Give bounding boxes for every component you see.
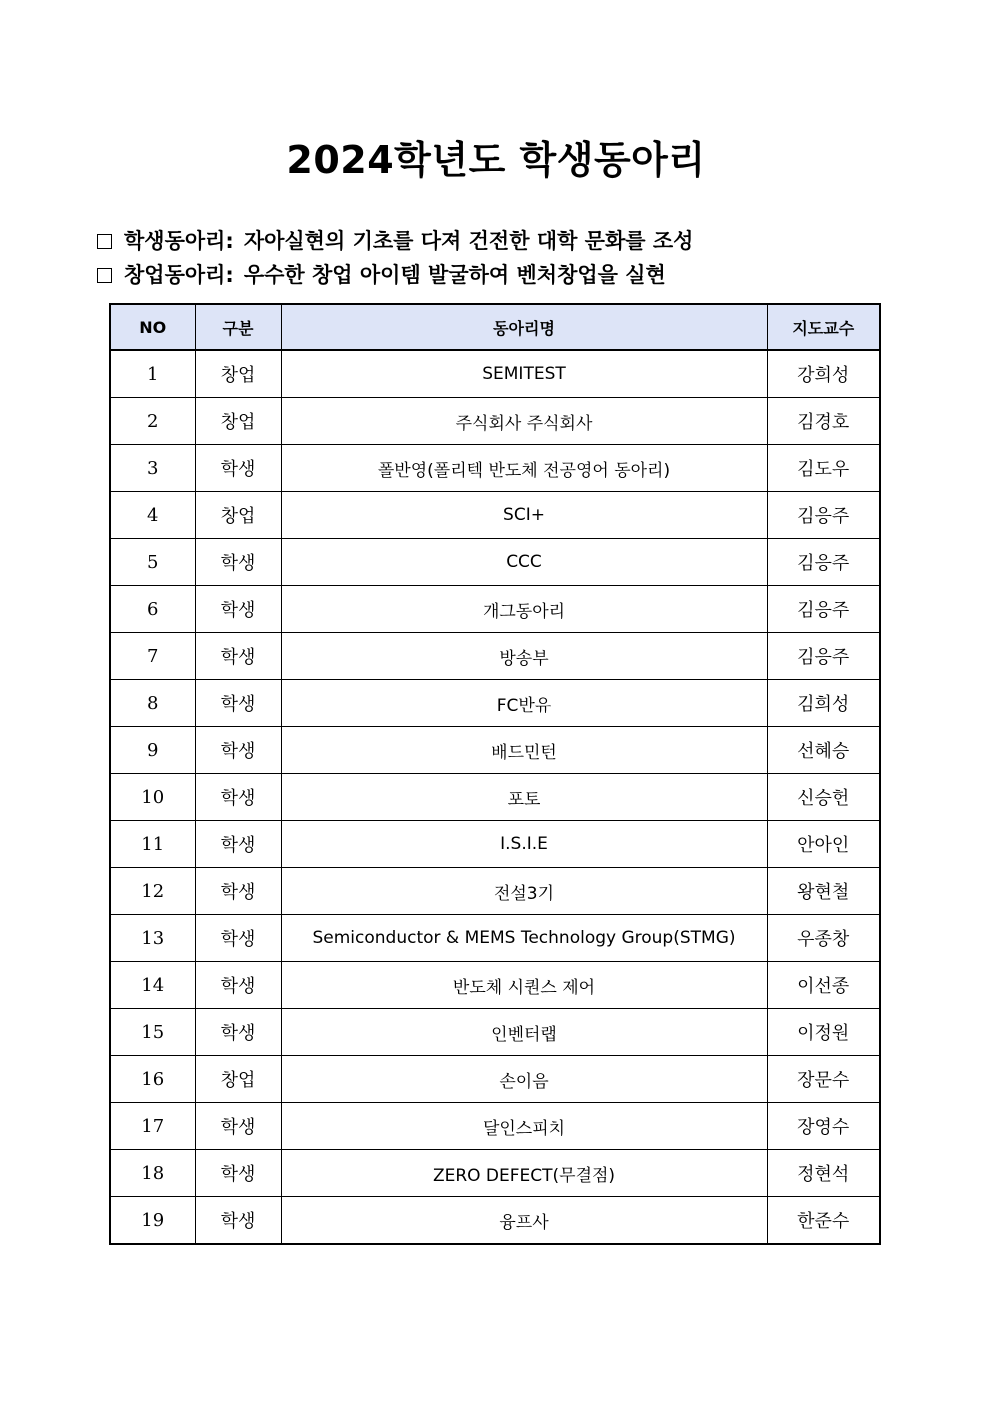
cell-advisor: 김도우 [767,445,880,492]
cell-no: 11 [110,821,195,868]
cell-club-name: 반도체 시퀀스 제어 [281,962,767,1009]
cell-category: 학생 [195,1197,281,1245]
cell-advisor: 김경호 [767,398,880,445]
cell-advisor: 장영수 [767,1103,880,1150]
table-row [110,398,880,445]
cell-no: 2 [110,398,195,445]
cell-club-name: 폴반영(폴리텍 반도체 전공영어 동아리) [281,445,767,492]
cell-advisor: 강희성 [767,350,880,398]
cell-club-name: SCI+ [281,492,767,539]
table-row [110,445,880,492]
cell-club-name: 주식회사 주식회사 [281,398,767,445]
cell-category: 학생 [195,1009,281,1056]
cell-advisor: 이정원 [767,1009,880,1056]
table-row [110,1150,880,1197]
table-row [110,727,880,774]
cell-advisor: 우종창 [767,915,880,962]
cell-club-name: 손이음 [281,1056,767,1103]
cell-club-name: CCC [281,539,767,586]
header-category: 구분 [195,304,281,350]
note-label: 학생동아리: [124,229,234,253]
table-row [110,821,880,868]
header-club-name: 동아리명 [281,304,767,350]
cell-no: 17 [110,1103,195,1150]
header-advisor: 지도교수 [767,304,880,350]
page-title: 2024학년도 학생동아리 [286,138,706,182]
cell-club-name: SEMITEST [281,350,767,398]
cell-no: 13 [110,915,195,962]
cell-no: 4 [110,492,195,539]
cell-advisor: 선혜승 [767,727,880,774]
cell-advisor: 정현석 [767,1150,880,1197]
cell-club-name: 배드민턴 [281,727,767,774]
cell-category: 학생 [195,915,281,962]
cell-no: 16 [110,1056,195,1103]
cell-advisor: 김응주 [767,633,880,680]
checkbox-icon [97,268,112,283]
table-row [110,633,880,680]
checkbox-icon [97,234,112,249]
table-row [110,350,880,398]
note-label: 창업동아리: [124,263,234,287]
cell-no: 15 [110,1009,195,1056]
cell-advisor: 이선종 [767,962,880,1009]
table-row [110,680,880,727]
cell-no: 19 [110,1197,195,1245]
cell-no: 5 [110,539,195,586]
cell-category: 학생 [195,821,281,868]
cell-club-name: 인벤터랩 [281,1009,767,1056]
cell-club-name: FC반유 [281,680,767,727]
cell-advisor: 신승헌 [767,774,880,821]
table-row [110,868,880,915]
cell-no: 7 [110,633,195,680]
cell-category: 창업 [195,1056,281,1103]
table-row [110,492,880,539]
club-table [109,303,881,1245]
cell-advisor: 김희성 [767,680,880,727]
cell-advisor: 왕현철 [767,868,880,915]
cell-category: 학생 [195,633,281,680]
cell-advisor: 김응주 [767,539,880,586]
cell-category: 학생 [195,1150,281,1197]
cell-category: 창업 [195,398,281,445]
cell-club-name: 융프사 [281,1197,767,1245]
cell-club-name: 포토 [281,774,767,821]
cell-category: 학생 [195,539,281,586]
cell-no: 12 [110,868,195,915]
cell-no: 1 [110,350,195,398]
cell-no: 6 [110,586,195,633]
table-row [110,1056,880,1103]
cell-category: 학생 [195,962,281,1009]
cell-category: 학생 [195,1103,281,1150]
cell-no: 3 [110,445,195,492]
cell-no: 14 [110,962,195,1009]
cell-club-name: 개그동아리 [281,586,767,633]
table-row [110,539,880,586]
cell-advisor: 김응주 [767,586,880,633]
note-text: 우수한 창업 아이템 발굴하여 벤처창업을 실현 [243,263,666,287]
cell-no: 8 [110,680,195,727]
table-body [110,350,880,1244]
cell-category: 학생 [195,868,281,915]
cell-no: 18 [110,1150,195,1197]
cell-category: 학생 [195,445,281,492]
cell-club-name: 전설3기 [281,868,767,915]
cell-no: 10 [110,774,195,821]
cell-club-name: ZERO DEFECT(무결점) [281,1150,767,1197]
cell-no: 9 [110,727,195,774]
table-row [110,1009,880,1056]
notes-section [97,224,897,292]
cell-club-name: Semiconductor & MEMS Technology Group(STMG) [281,915,767,962]
table-row [110,1103,880,1150]
cell-club-name: 방송부 [281,633,767,680]
cell-club-name: I.S.I.E [281,821,767,868]
header-no: NO [110,304,195,350]
table-row [110,1197,880,1245]
cell-category: 학생 [195,774,281,821]
cell-advisor: 김응주 [767,492,880,539]
cell-category: 창업 [195,350,281,398]
cell-category: 학생 [195,680,281,727]
table-header-row [110,304,880,350]
note-startup-club [97,258,897,292]
table-row [110,586,880,633]
cell-advisor: 한준수 [767,1197,880,1245]
cell-category: 창업 [195,492,281,539]
table-row [110,774,880,821]
table-row [110,962,880,1009]
cell-club-name: 달인스피치 [281,1103,767,1150]
cell-category: 학생 [195,727,281,774]
note-student-club [97,224,897,258]
note-text: 자아실현의 기초를 다져 건전한 대학 문화를 조성 [243,229,694,253]
table-row [110,915,880,962]
cell-advisor: 장문수 [767,1056,880,1103]
cell-category: 학생 [195,586,281,633]
cell-advisor: 안아인 [767,821,880,868]
